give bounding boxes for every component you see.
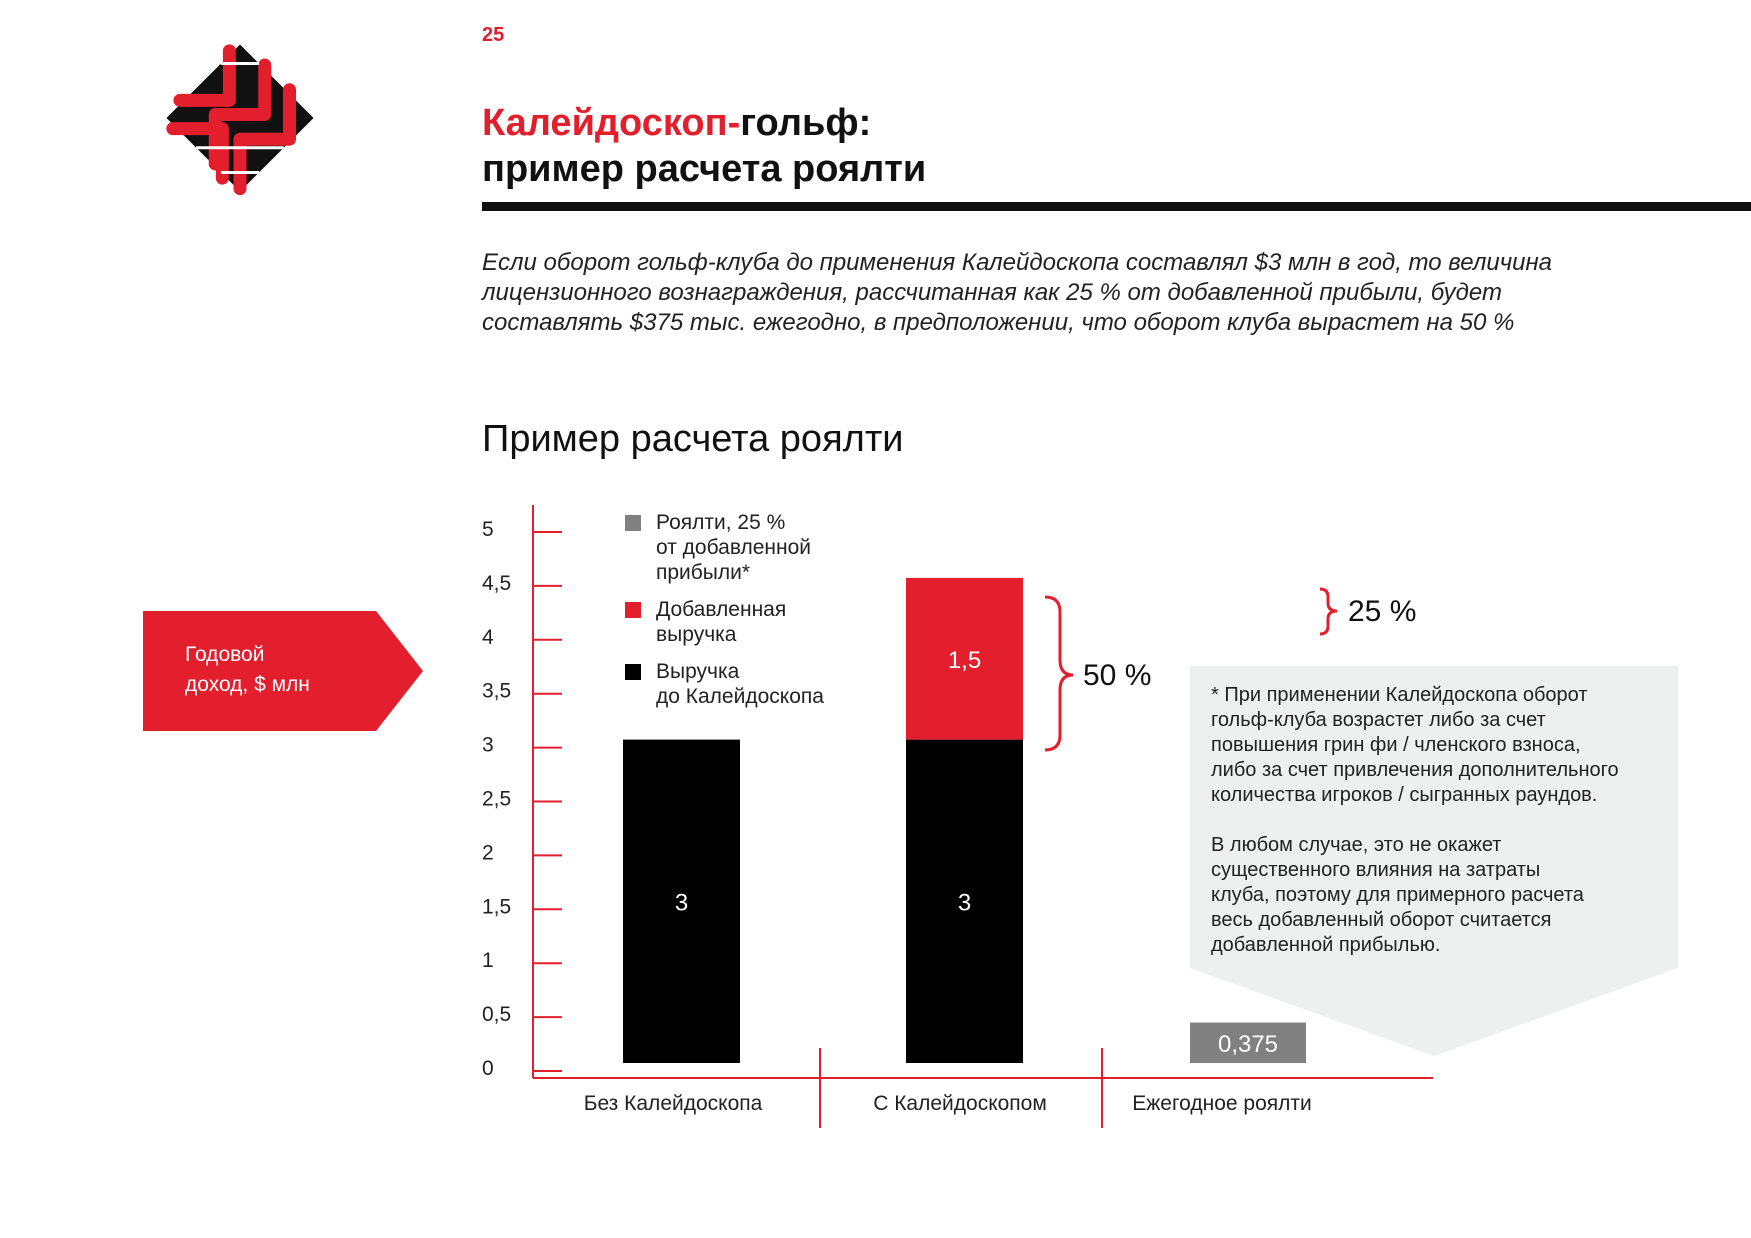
y-axis-label: Годовой доход, $ млн [185, 643, 310, 696]
bar-value-label: 0,375 [1217, 1030, 1279, 1058]
bar-value-label: 1,5 [947, 646, 982, 674]
y-tick-label: 0,5 [482, 1003, 512, 1027]
y-tick-label: 1 [482, 949, 494, 973]
bar-value-label: 3 [674, 889, 689, 917]
y-tick-label: 2 [482, 841, 494, 865]
legend-text: Роялти, 25 % [656, 511, 786, 534]
legend-swatch [625, 664, 641, 680]
y-tick-label: 2,5 [482, 787, 512, 811]
title-highlight: Калейдоскоп- [482, 102, 741, 144]
royalty-label: 25 % [1348, 595, 1417, 628]
legend-swatch [625, 515, 641, 531]
y-tick-label: 3,5 [482, 679, 512, 703]
legend-item [622, 510, 824, 585]
legend-item [622, 597, 824, 647]
legend-item [622, 659, 824, 709]
title-part: гольф: [740, 102, 872, 144]
x-category-label: Без Калейдоскопа [583, 1092, 763, 1115]
footnote-paragraph-1: * При применении Калейдоскопа оборот гольф-клуба возрастет либо за счет повышения грин фи / членского взноса, либо за счет привлечения дополнительного количества игроков / сыгранных раундов. [1211, 684, 1619, 806]
legend-swatch [625, 602, 641, 618]
legend [622, 510, 824, 721]
bar-value-label: 3 [957, 889, 972, 917]
y-tick-label: 3 [482, 733, 494, 757]
intro-line: составлять $375 тыс. ежегодно, в предположении, что оборот клуба вырастет на 50 % [482, 309, 1515, 336]
legend-text: прибыли* [656, 561, 751, 584]
legend-text: выручка [656, 623, 737, 646]
y-tick-label: 0 [482, 1057, 494, 1080]
legend-text: от добавленной [656, 536, 812, 559]
growth-label: 50 % [1083, 659, 1152, 692]
y-tick-label: 5 [482, 518, 494, 541]
footnote-paragraph-2: В любом случае, это не окажет существенного влияния на затраты клуба, поэтому для примерного расчета весь добавленный оборот считается добавленной прибылью. [1211, 834, 1584, 956]
growth-brace [1045, 597, 1073, 750]
x-category-label: Ежегодное роялти [1132, 1092, 1312, 1115]
chart-subtitle: Пример расчета роялти [482, 418, 904, 460]
legend-text: до Калейдоскопа [656, 685, 824, 708]
y-tick-label: 1,5 [482, 895, 512, 919]
royalty-brace [1320, 589, 1337, 634]
y-tick-label: 4,5 [482, 571, 512, 595]
x-category-label: С Калейдоскопом [873, 1092, 1047, 1115]
legend-text: Выручка [656, 660, 740, 683]
title-line-2: пример расчета роялти [482, 148, 927, 190]
page-number: 25 [482, 24, 505, 46]
legend-text: Добавленная [656, 598, 787, 621]
y-tick-label: 4 [482, 625, 494, 649]
intro-line: Если оборот гольф-клуба до применения Калейдоскопа составлял $3 млн в год, то величина [482, 249, 1553, 276]
intro-line: лицензионного вознаграждения, рассчитанная как 25 % от добавленной прибыли, будет [482, 279, 1502, 306]
